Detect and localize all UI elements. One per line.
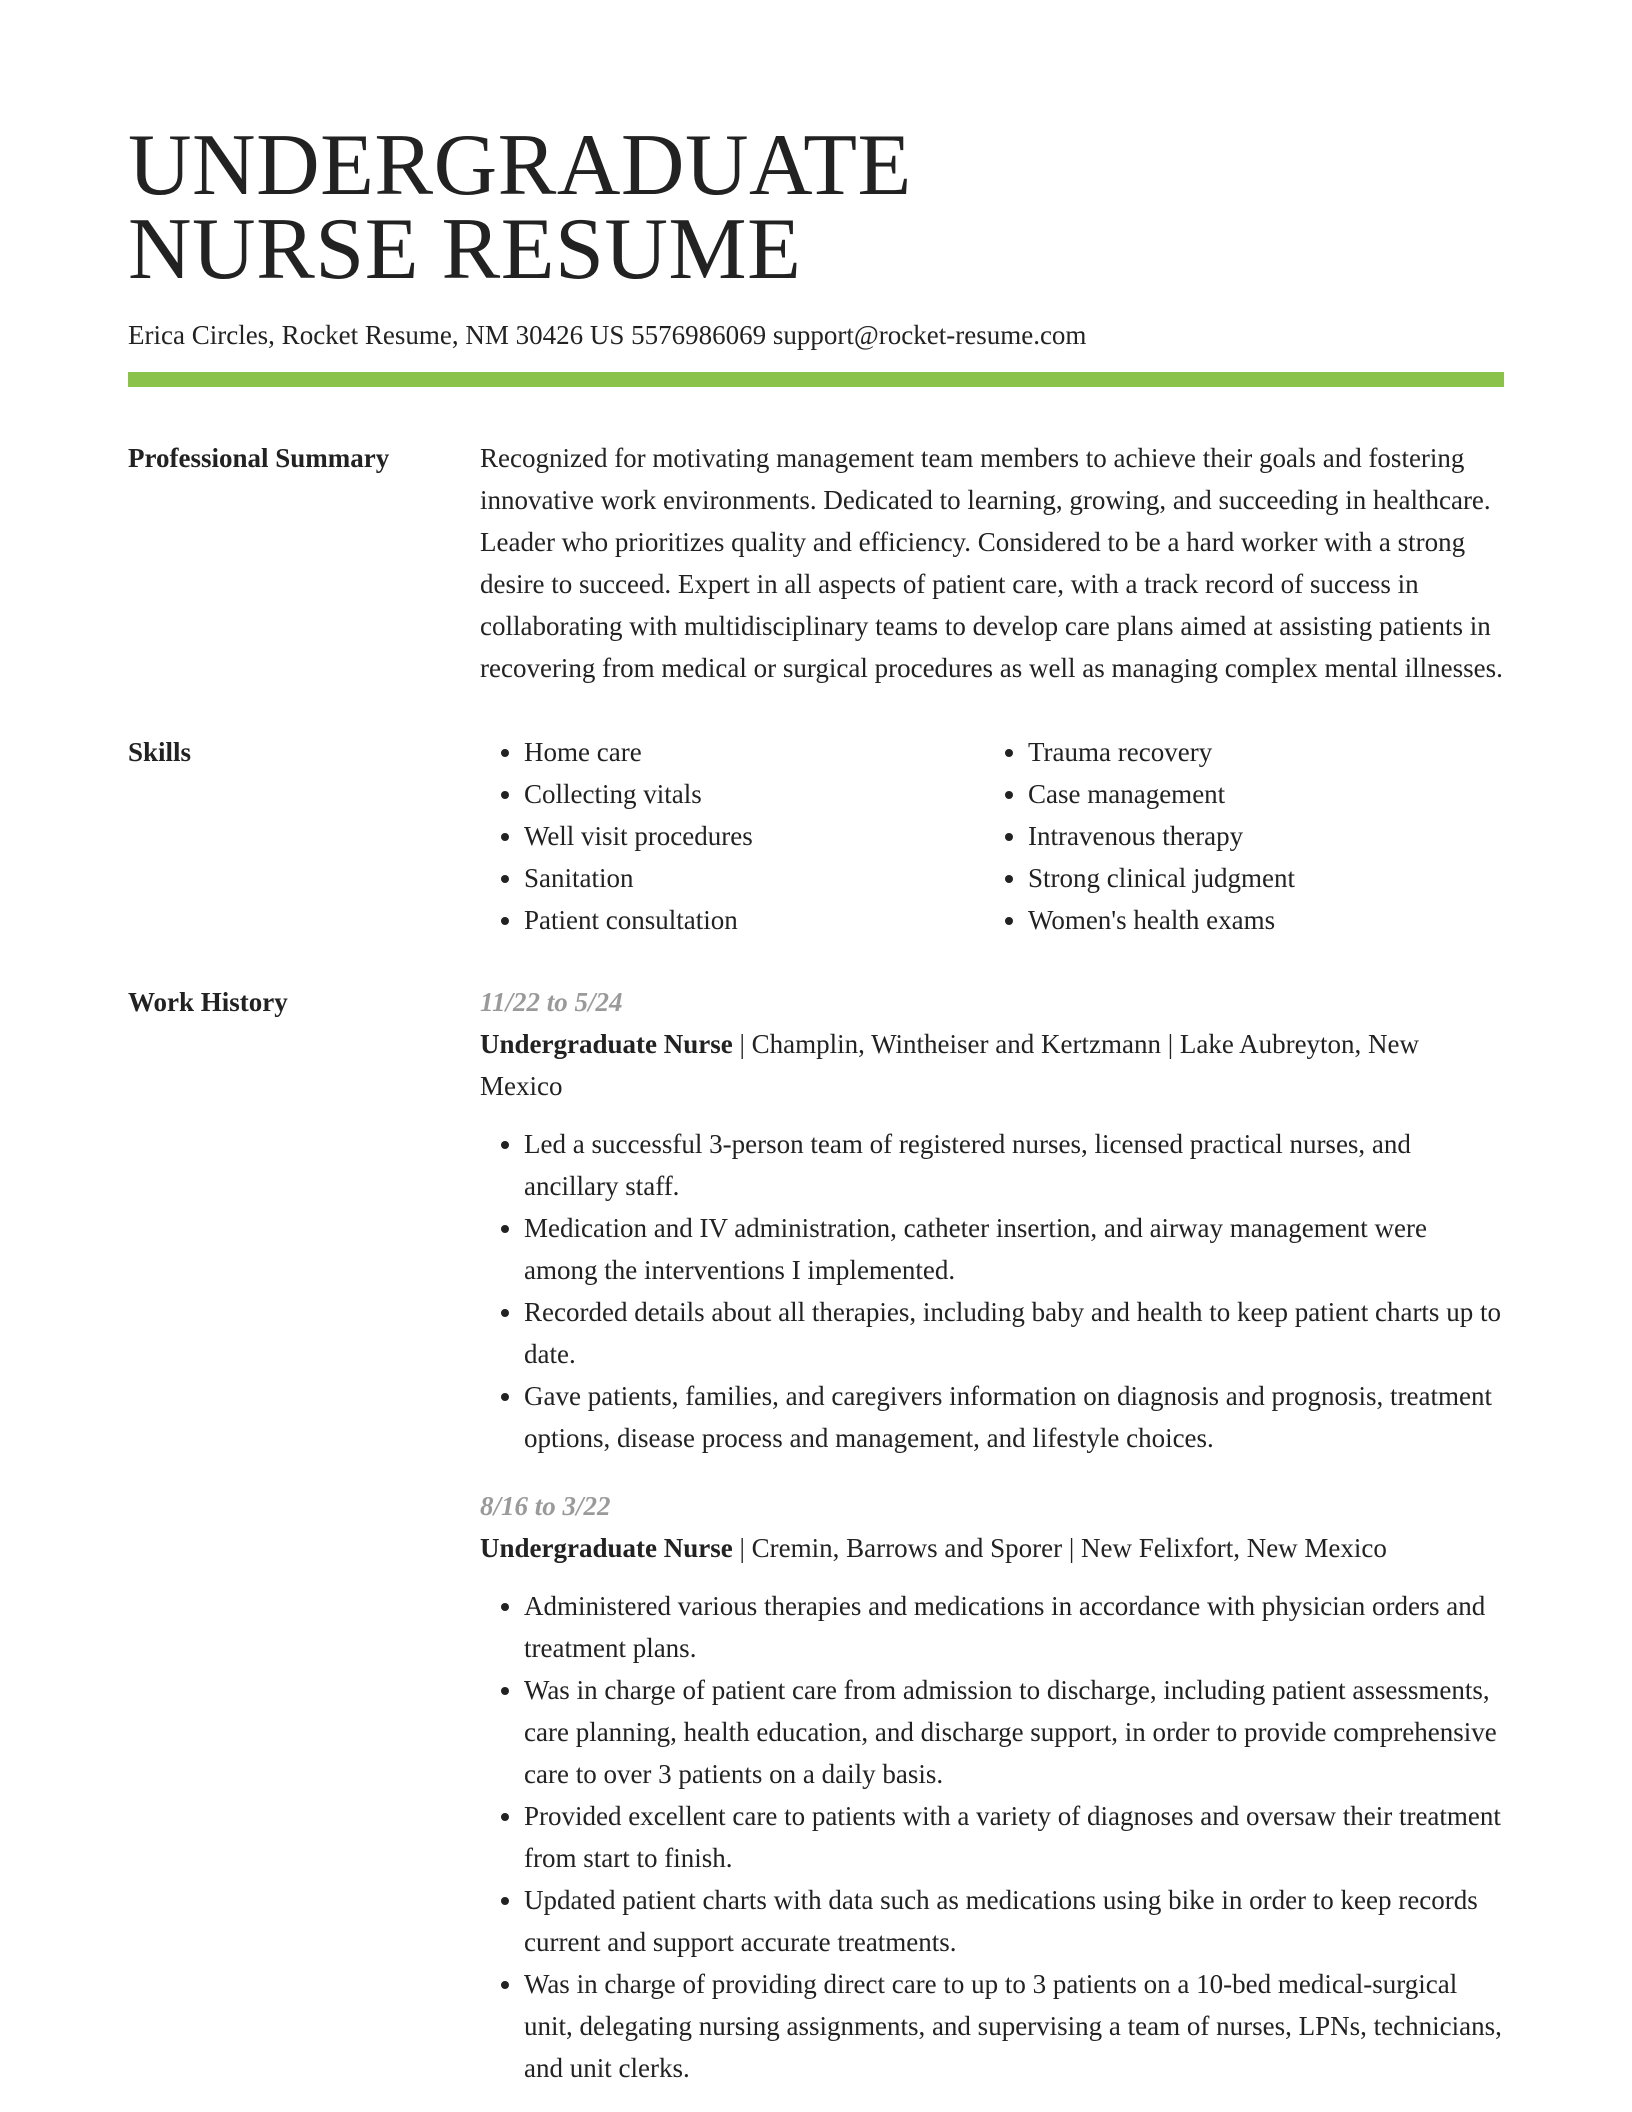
job-bullet: • Provided excellent care to patients with a variety of diagnoses and oversaw their treatment from start to finish.	[524, 1795, 1504, 1879]
skill-item: • Strong clinical judgment	[1028, 857, 1488, 899]
job-bullet: • Was in charge of patient care from admission to discharge, including patient assessments, care planning, health education, and discharge support, in order to provide comprehensive care to over 3 patients on a daily basis.	[524, 1669, 1504, 1795]
skill-item: • Trauma recovery	[1028, 731, 1488, 773]
job-bullets	[480, 1585, 1504, 2089]
skill-item: • Women's health exams	[1028, 899, 1488, 941]
skill-item: • Patient consultation	[524, 899, 984, 941]
accent-divider	[128, 372, 1504, 387]
job-employer-location: | Cremin, Barrows and Sporer | New Felixfort, New Mexico	[732, 1533, 1387, 1563]
job-bullet: • Led a successful 3-person team of registered nurses, licensed practical nurses, and ancillary staff.	[524, 1123, 1504, 1207]
contact-info: Erica Circles, Rocket Resume, NM 30426 US 5576986069 support@rocket-resume.com	[128, 320, 1087, 350]
job-heading	[480, 1527, 1504, 1569]
job-employer-location: | Champlin, Wintheiser and Kertzmann | Lake Aubreyton, New Mexico	[480, 1029, 1420, 1101]
job-heading	[480, 1023, 1504, 1107]
resume-page	[128, 117, 1504, 2089]
skills-section	[128, 731, 1504, 941]
section-label: Work History	[128, 987, 288, 1017]
job-date: 8/16 to 3/22	[480, 1491, 611, 1521]
skill-item: • Home care	[524, 731, 984, 773]
work-history-section	[128, 981, 1504, 2089]
skill-item: • Collecting vitals	[524, 773, 984, 815]
title-line-1: UNDERGRADUATE	[128, 117, 912, 214]
job-entry	[480, 1485, 1504, 2089]
skill-item: • Well visit procedures	[524, 815, 984, 857]
resume-title	[128, 117, 1504, 298]
job-title: Undergraduate Nurse	[480, 1029, 733, 1059]
job-title: Undergraduate Nurse	[480, 1533, 733, 1563]
job-date: 11/22 to 5/24	[480, 987, 623, 1017]
skills-columns	[480, 731, 1504, 941]
job-bullet: • Updated patient charts with data such as medications using bike in order to keep records current and support accurate treatments.	[524, 1879, 1504, 1963]
section-label: Professional Summary	[128, 443, 390, 473]
skill-item: • Intravenous therapy	[1028, 815, 1488, 857]
section-label: Skills	[128, 737, 192, 767]
job-bullet: • Recorded details about all therapies, including baby and health to keep patient charts up to date.	[524, 1291, 1504, 1375]
job-bullet: • Gave patients, families, and caregivers information on diagnosis and prognosis, treatment options, disease process and management, and lifestyle choices.	[524, 1375, 1504, 1459]
skill-item: • Sanitation	[524, 857, 984, 899]
skills-list-right	[984, 731, 1488, 941]
summary-text: Recognized for motivating management team members to achieve their goals and fostering innovative work environments. Dedicated to learning, growing, and succeeding in healthcare. Leader who prioritizes quality and efficiency. Considered to be a hard worker with a strong desire to succeed. Expert in all aspects of patient care, with a track record of success in collaborating with multidisciplinary teams to develop care plans aimed at assisting patients in recovering from medical or surgical procedures as well as managing complex mental illnesses.	[480, 443, 1503, 683]
skill-item: • Case management	[1028, 773, 1488, 815]
job-bullet: • Administered various therapies and medications in accordance with physician orders and treatment plans.	[524, 1585, 1504, 1669]
skills-list-left	[480, 731, 984, 941]
job-bullets	[480, 1123, 1504, 1459]
title-line-2: NURSE RESUME	[128, 201, 802, 298]
job-entry	[480, 981, 1504, 1459]
job-bullet: • Medication and IV administration, catheter insertion, and airway management were among the interventions I implemented.	[524, 1207, 1504, 1291]
professional-summary-section	[128, 437, 1504, 689]
job-bullet: • Was in charge of providing direct care to up to 3 patients on a 10-bed medical-surgical unit, delegating nursing assignments, and supervising a team of nurses, LPNs, technicians, and unit clerks.	[524, 1963, 1504, 2089]
